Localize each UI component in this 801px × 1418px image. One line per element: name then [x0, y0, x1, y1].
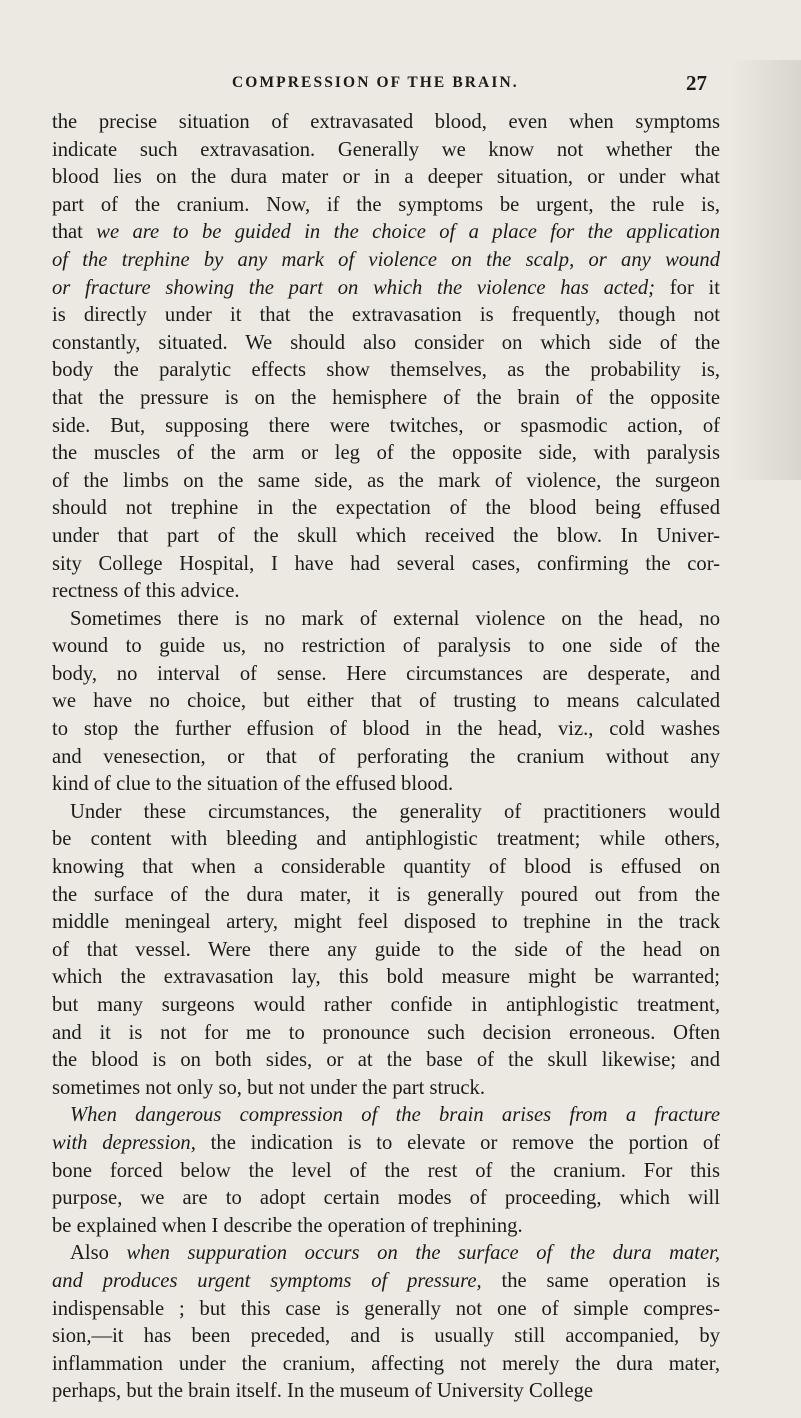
- text-run: constantly, situated. We should also consider on which side of the: [52, 331, 720, 354]
- running-head: COMPRESSION OF THE BRAIN.: [232, 74, 519, 91]
- text-line: [52, 413, 720, 441]
- text-run: Under these circumstances, the generality of practitioners would: [70, 800, 720, 823]
- text-run: the same operation is: [481, 1269, 720, 1292]
- text-line: [52, 192, 720, 220]
- text-line: [52, 882, 720, 910]
- text-run: we have no choice, but either that of trusting to means calculated: [52, 690, 720, 713]
- text-run: which the extravasation lay, this bold measure might be warranted;: [52, 966, 720, 989]
- text-run: kind of clue to the situation of the effused blood.: [52, 773, 454, 796]
- text-run: the surface of the dura mater, it is generally poured out from the: [52, 883, 720, 906]
- text-run: should not trephine in the expectation of the blood being effused: [52, 497, 720, 520]
- text-line: [52, 1047, 720, 1075]
- text-run: for it: [655, 276, 720, 299]
- text-line: [52, 1296, 720, 1324]
- text-run: of the limbs on the same side, as the mark of violence, the surgeon: [52, 469, 720, 492]
- text-run: wound to guide us, no restriction of paralysis to one side of the: [52, 635, 720, 658]
- italic-run: or fracture showing the part on which the violence has acted;: [52, 276, 656, 299]
- italic-run: with depression,: [52, 1131, 196, 1154]
- text-run: and it is not for me to pronounce such decision erroneous. Often: [52, 1021, 720, 1044]
- text-line: [52, 137, 720, 165]
- text-run: knowing that when a considerable quantity of blood is effused on: [52, 856, 720, 879]
- text-run: sometimes not only so, but not under the part struck.: [52, 1076, 485, 1099]
- text-line: [52, 1158, 720, 1186]
- text-line: [52, 357, 720, 385]
- text-line: [52, 164, 720, 192]
- text-run: and venesection, or that of perforating the cranium without any: [52, 745, 720, 768]
- text-line: [52, 1102, 720, 1130]
- text-line: [52, 275, 720, 303]
- text-run: indicate such extravasation. Generally we know not whether the: [52, 138, 720, 161]
- text-run: be content with bleeding and antiphlogistic treatment; while others,: [52, 828, 720, 851]
- body-text: [52, 109, 720, 1406]
- text-run: middle meningeal artery, might feel disposed to trephine in the track: [52, 911, 720, 934]
- text-run: inflammation under the cranium, affecting not merely the dura mater,: [52, 1352, 720, 1375]
- text-run: Also: [70, 1242, 127, 1265]
- text-line: [52, 1378, 720, 1406]
- text-run: is directly under it that the extravasation is frequently, though not: [52, 304, 720, 327]
- text-run: that the pressure is on the hemisphere of the brain of the opposite: [52, 386, 720, 409]
- text-line: [52, 744, 720, 772]
- text-run: that: [52, 221, 97, 244]
- text-run: indispensable ; but this case is generally not one of simple compres-: [52, 1297, 720, 1320]
- text-line: [52, 771, 720, 799]
- text-line: [52, 1020, 720, 1048]
- text-run: but many surgeons would rather confide in antiphlogistic treatment,: [52, 994, 720, 1016]
- text-run: the precise situation of extravasated blood, even when symptoms: [52, 111, 720, 133]
- italic-run: When dangerous compression of the brain arises from a fracture: [70, 1104, 720, 1127]
- text-line: [52, 1130, 720, 1158]
- text-run: purpose, we are to adopt certain modes of proceeding, which will: [52, 1187, 720, 1210]
- italic-run: of the trephine by any mark of violence on the scalp, or any wound: [52, 248, 720, 271]
- text-line: [52, 716, 720, 744]
- text-line: [52, 468, 720, 496]
- text-line: [52, 495, 720, 523]
- text-run: of that vessel. Were there any guide to the side of the head on: [52, 938, 720, 961]
- text-line: [52, 992, 720, 1020]
- text-line: [52, 1240, 720, 1268]
- text-line: [52, 578, 720, 606]
- page-header: [232, 71, 732, 104]
- text-line: [52, 909, 720, 937]
- text-run: blood lies on the dura mater or in a deeper situation, or under what: [52, 166, 720, 189]
- text-run: rectness of this advice.: [52, 580, 240, 603]
- page-number: 27: [686, 71, 707, 95]
- page-edge-shadow: [731, 60, 801, 480]
- text-run: side. But, supposing there were twitches, or spasmodic action, of: [52, 414, 720, 437]
- text-run: the blood is on both sides, or at the base of the skull likewise; and: [52, 1049, 720, 1072]
- text-run: bone forced below the level of the rest of the cranium. For this: [52, 1159, 720, 1182]
- text-line: [52, 330, 720, 358]
- text-line: [52, 440, 720, 468]
- text-line: [52, 633, 720, 661]
- text-line: [52, 219, 720, 247]
- text-line: [52, 854, 720, 882]
- text-run: under that part of the skull which received the blow. In Univer-: [52, 524, 720, 547]
- text-line: [52, 688, 720, 716]
- text-line: [52, 826, 720, 854]
- text-line: [52, 1213, 720, 1241]
- text-line: [52, 606, 720, 634]
- text-line: [52, 109, 720, 137]
- italic-run: we are to be guided in the choice of a place for the application: [96, 221, 721, 244]
- text-line: [52, 1323, 720, 1351]
- text-line: [52, 1185, 720, 1213]
- text-line: [52, 551, 720, 579]
- text-run: Sometimes there is no mark of external violence on the head, no: [70, 607, 720, 630]
- text-line: [52, 385, 720, 413]
- text-line: [52, 523, 720, 551]
- text-line: [52, 937, 720, 965]
- text-line: [52, 247, 720, 275]
- text-line: [52, 1268, 720, 1296]
- text-run: sity College Hospital, I have had several cases, confirming the cor-: [52, 552, 720, 575]
- text-run: body the paralytic effects show themselves, as the probability is,: [52, 359, 720, 382]
- text-run: the indication is to elevate or remove the portion of: [195, 1131, 721, 1154]
- italic-run: and produces urgent symptoms of pressure,: [52, 1269, 482, 1292]
- text-run: be explained when I describe the operation of trephining.: [52, 1214, 523, 1237]
- text-line: [52, 302, 720, 330]
- text-line: [52, 661, 720, 689]
- text-line: [52, 799, 720, 827]
- text-run: body, no interval of sense. Here circumstances are desperate, and: [52, 662, 720, 685]
- text-run: to stop the further effusion of blood in the head, viz., cold washes: [52, 718, 720, 741]
- text-line: [52, 1351, 720, 1379]
- text-line: [52, 1075, 720, 1103]
- text-run: the muscles of the arm or leg of the opposite side, with paralysis: [52, 442, 720, 465]
- text-run: part of the cranium. Now, if the symptoms be urgent, the rule is,: [52, 193, 720, 216]
- text-run: sion,—it has been preceded, and is usually still accompanied, by: [52, 1325, 720, 1348]
- text-run: perhaps, but the brain itself. In the museum of University College: [52, 1380, 594, 1403]
- italic-run: when suppuration occurs on the surface of the dura mater,: [126, 1242, 720, 1265]
- text-line: [52, 964, 720, 992]
